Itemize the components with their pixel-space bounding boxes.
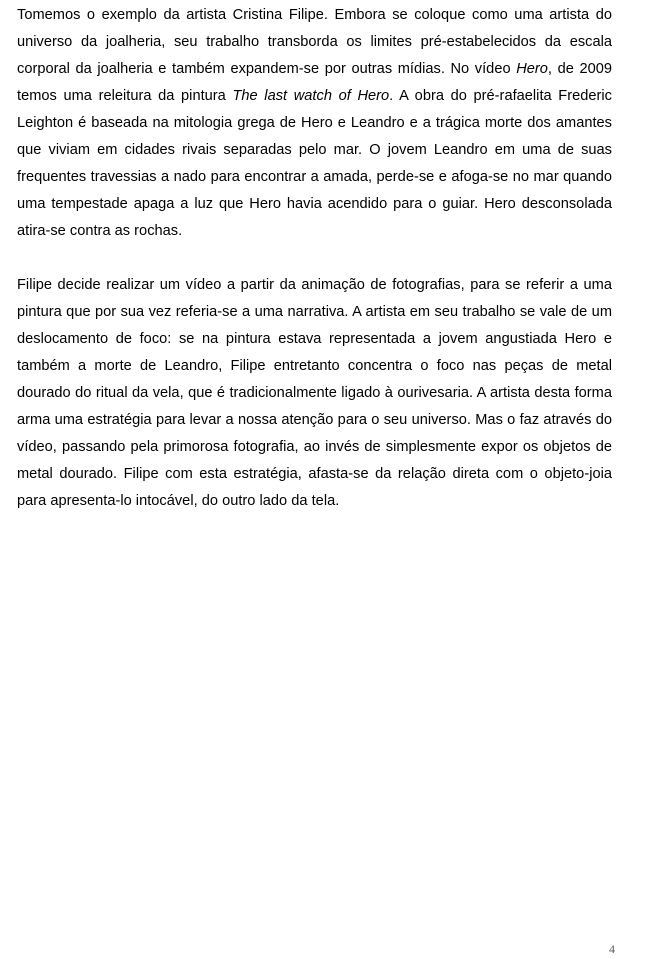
paragraph-2 [17, 272, 612, 515]
painting-title: The last watch of Hero [232, 88, 390, 104]
paragraph-1 [17, 2, 612, 245]
paragraph-2-text: Filipe decide realizar um vídeo a partir da animação de fotografias, para se referir a uma pintura que por sua vez referia-se a uma narrativa. A artista em seu trabalho se vale de um deslocamento de foco: se na pintura estava representada a jovem angustiada Hero e também a morte de Leandro, Filipe entretanto concentra o foco nas peças de metal dourado do ritual da vela, que é tradicionalmente ligado à ourivesaria. A artista desta forma arma uma estratégia para levar a nossa atenção para o seu universo. Mas o faz através do vídeo, passando pela primorosa fotografia, ao invés de simplesmente expor os objetos de metal dourado. Filipe com esta estratégia, afasta-se da relação direta com o objeto-joia para apresenta-lo intocável, do outro lado da tela. [17, 277, 612, 509]
paragraph-1-text: , de 2009 temos uma releitura da pintura [17, 61, 613, 104]
body-text [17, 2, 612, 515]
paragraph-1-text: Tomemos o exemplo da artista Cristina Filipe. Embora se coloque como uma artista do universo da joalheria, seu trabalho transborda os limites pré-estabelecidos da escala corporal da joalheria e também expandem-se por outras mídias. No vídeo [17, 7, 612, 77]
video-title-hero: Hero [516, 61, 548, 77]
page-number: 4 [609, 942, 615, 956]
paragraph-1-text: . A obra do pré-rafaelita Frederic Leighton é baseada na mitologia grega de Hero e Leandro e a trágica morte dos amantes que viviam em cidades rivais separadas pelo mar. O jovem Leandro em uma de suas frequentes travessias a nado para encontrar a amada, perde-se e afoga-se no mar quando uma tempestade apaga a luz que Hero havia acendido para o guiar. Hero desconsolada atira-se contra as rochas. [17, 88, 612, 239]
